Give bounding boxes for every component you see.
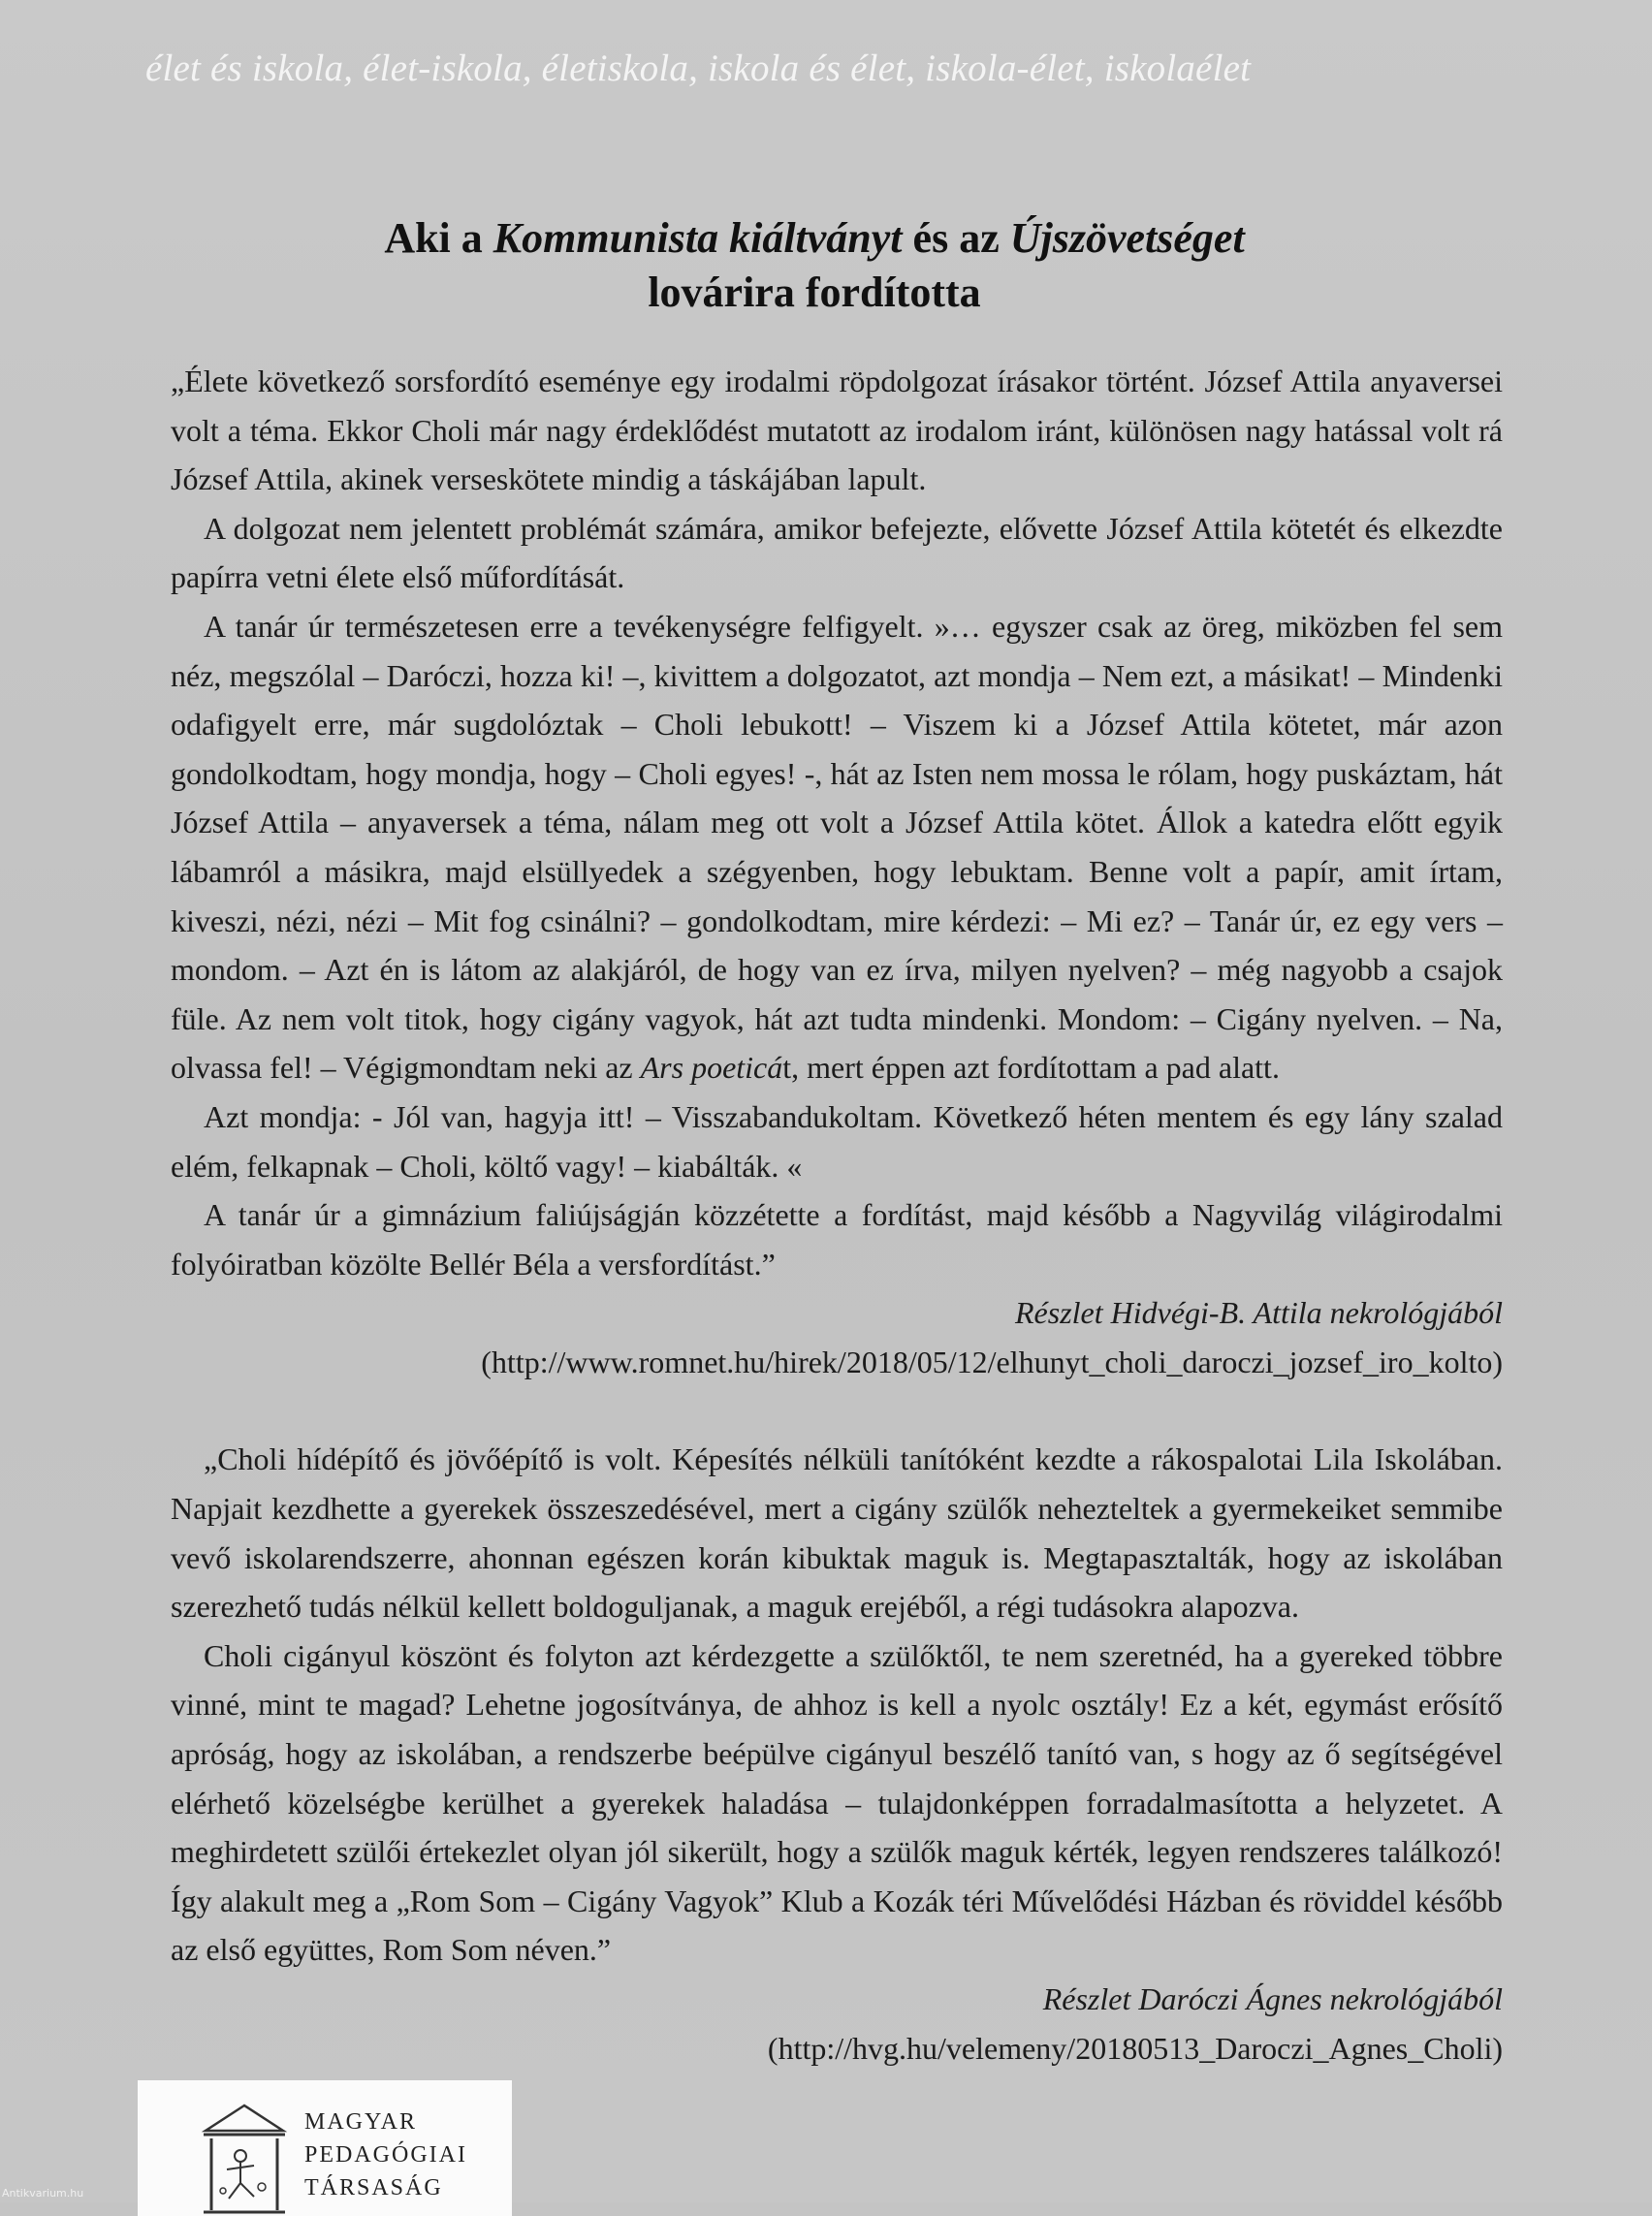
title-text-2: és az: [902, 214, 1010, 262]
running-head: élet és iskola, élet-iskola, életiskola, iskola és élet, iskola-élet, iskolaélet: [145, 47, 1252, 89]
quote2-paragraph-1: „Choli hídépítő és jövőépítő is volt. Képesítés nélküli tanítóként kezdte a rákospalotai Lila Iskolában. Napjait kezdhette a gyerekek összeszedésével, mert a cigány szülők nehezteltek a gyermekeiket semmibe vevő iskolarendszerre, ahonnan egészen korán kibuktak maguk is. Megtapasztalták, hogy az iskolában szerezhető tudás nélkül kellett boldoguljanak, a maguk erejéből, a régi tudásokra alapozva.: [171, 1441, 1503, 1625]
logo-line-1: MAGYAR: [304, 2109, 418, 2135]
logo-line-2: PEDAGÓGIAI: [304, 2142, 467, 2168]
quote1-paragraph-1: „Élete következő sorsfordító eseménye egy irodalmi röpdolgozat írásakor történt. József Attila anyaversei volt a téma. Ekkor Choli már nagy érdeklődést mutatott az irodalom iránt, különösen nagy hatással volt rá József Attila, akinek verseskötete mindig a táskájában lapult.: [171, 364, 1503, 497]
publisher-logo: [138, 2080, 512, 2216]
quote1-paragraph-5: A tanár úr a gimnázium faliújságján közzétette a fordítást, majd később a Nagyvilág világirodalmi folyóiratban közölte Bellér Béla a versfordítást.”: [171, 1197, 1503, 1282]
quote1-paragraph-4: Azt mondja: - Jól van, hagyja itt! – Visszabandukoltam. Következő héten mentem és egy lány szalad elém, felkapnak – Choli, költő vagy! – kiabálták. «: [171, 1098, 1503, 1184]
article-body: [171, 357, 1503, 2073]
watermark: Antikvarium.hu: [2, 2187, 84, 2200]
title-italic-1: Kommunista kiáltványt: [492, 214, 903, 262]
section-gap: [171, 1386, 1503, 1435]
title-text-1: Aki a: [384, 214, 493, 262]
quote2-paragraph-2: Choli cigányul köszönt és folyton azt kérdezgette a szülőktől, te nem szeretnéd, ha a gyereked többre vinné, mint te magad? Lehetne jogosítványa, de ahhoz is kell a nyolc osztály! Ez a két, egymást erősítő apróság, hogy az iskolában, a rendszerbe beépülve cigányul beszélő tanító van, s hogy az ő segítségével elérhető közelségbe kerülhet a gyerekek haladása – tulajdonképpen forradalmasította a helyzetet. A meghirdetett szülői értekezlet olyan jól sikerült, hogy a szülők maguk kérték, legyen rendszeres találkozó! Így alakult meg a „Rom Som – Cigány Vagyok” Klub a Kozák téri Művelődési Házban és röviddel később az első együttes, Rom Som néven.”: [171, 1637, 1503, 1968]
quote1-paragraph-3: [171, 602, 1503, 1092]
article-title: [194, 211, 1435, 320]
logo-line-3: TÁRSASÁG: [304, 2175, 443, 2200]
quote1-paragraph-3-end: t, mert éppen azt fordítottam a pad alatt.: [782, 1050, 1280, 1086]
quote1-source-url: (http://www.romnet.hu/hirek/2018/05/12/elhunyt_choli_daroczi_jozsef_iro_kolto): [481, 1344, 1503, 1379]
quote1-paragraph-2: A dolgozat nem jelentett problémát számára, amikor befejezte, elővette József Attila kötetét és elkezdte papírra vetni élete első műfordítását.: [171, 510, 1503, 595]
title-italic-2: Újszövetséget: [1009, 214, 1245, 262]
title-line-2: lovárira fordította: [648, 269, 981, 316]
quote1-attribution: Részlet Hidvégi-B. Attila nekrológjából: [1014, 1295, 1503, 1331]
ars-poetica-title: Ars poeticá: [640, 1050, 783, 1086]
quote1-paragraph-3-text: A tanár úr természetesen erre a tevékenységre felfigyelt. »… egyszer csak az öreg, miközben fel sem néz, megszólal – Daróczi, hozza ki! –, kivittem a dolgozatot, azt mondja – Nem ezt, a másikat! – Mindenki odafigyelt erre, már sugdolóztak – Choli lebukott! – Viszem ki a József Attila kötetet, már azon gondolkodtam, hogy mondja, hogy – Choli egyes! -, hát az Isten nem mossa le rólam, hogy puskáztam, hát József Attila – anyaversek a téma, nálam meg ott volt a József Attila kötet. Állok a katedra előtt egyik lábamról a másikra, majd elsüllyedek a szégyenben, hogy lebuktam. Benne volt a papír, amit írtam, kiveszi, nézi, nézi – Mit fog csinálni? – gondolkodtam, mire kérdezi: – Mi ez? – Tanár úr, ez egy vers – mondom. – Azt én is látom az alakjáról, de hogy van ez írva, milyen nyelven? – még nagyobb a csajok füle. Az nem volt titok, hogy cigány vagyok, hát azt tudta mindenki. Mondom: – Cigány nyelven. – Na, olvassa fel! – Végigmondtam neki az: [171, 608, 1503, 1086]
quote2-source-url: (http://hvg.hu/velemeny/20180513_Daroczi_Agnes_Choli): [767, 2030, 1503, 2066]
temple-icon: [198, 2102, 291, 2216]
quote2-attribution: Részlet Daróczi Ágnes nekrológjából: [1042, 1981, 1503, 2016]
title-line-1: [194, 211, 1435, 266]
publisher-logo-text: [304, 2105, 467, 2204]
